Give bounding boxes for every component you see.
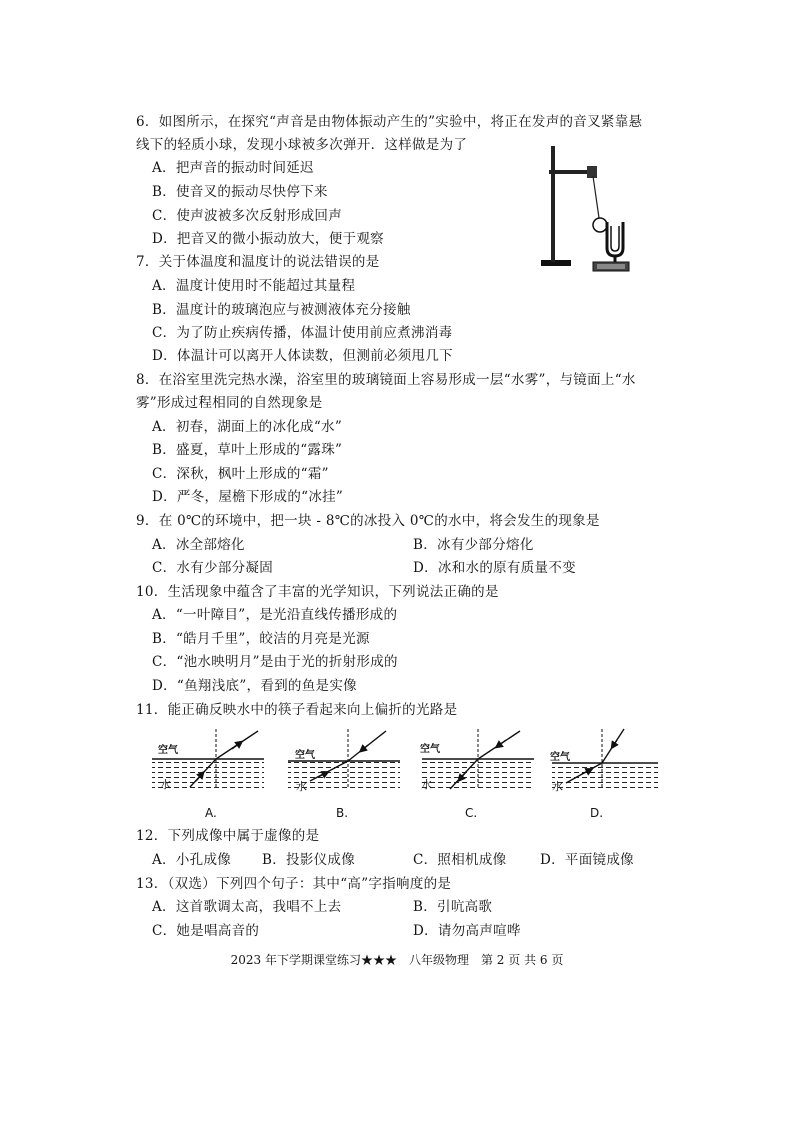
question-7-stem: 7．关于体温度和温度计的说法错误的是 — [136, 254, 380, 270]
question-6-stem-line-1: 6．如图所示，在探究“声音是由物体振动产生的”实验中，将正在发声的音叉紧靠悬 — [136, 114, 643, 130]
question-8-option-d: D．严冬，屋檐下形成的“冰挂” — [152, 489, 344, 505]
question-10-option-d: D．“鱼翔浅底”，看到的鱼是实像 — [152, 678, 357, 694]
question-8-option-c: C．深秋，枫叶上形成的“霜” — [152, 466, 329, 482]
question-13-option-b: B．引吭高歌 — [413, 899, 493, 915]
diagram-a-air-label: 空气 — [158, 745, 178, 756]
question-13-stem: 13．（双选）下列四个句子：其中“高”字指响度的是 — [136, 876, 452, 892]
question-9-option-a: A．冰全部熔化 — [152, 537, 245, 553]
refraction-diagram-c — [422, 729, 534, 789]
question-10-option-a: A．“一叶障目”，是光沿直线传播形成的 — [152, 607, 398, 623]
diagram-b-water-label: 水 — [296, 780, 307, 793]
question-12-option-a: A．小孔成像 — [152, 852, 232, 868]
question-10-option-c: C．“池水映明月”是由于光的折射形成的 — [152, 654, 398, 670]
diagram-c-air-label: 空气 — [420, 744, 440, 755]
question-7-option-a: A．温度计使用时不能超过其量程 — [152, 278, 356, 294]
figure-label-b: B. — [336, 806, 349, 820]
question-6-option-a: A．把声音的振动时间延迟 — [152, 160, 314, 176]
question-12-stem: 12．下列成像中属于虚像的是 — [136, 828, 320, 844]
page-footer: 2023 年下学期课堂练习★★★ 八年级物理 第 2 页 共 6 页 — [230, 953, 564, 967]
question-11-stem: 11．能正确反映水中的筷子看起来向上偏折的光路是 — [136, 702, 458, 718]
question-10-stem: 10．生活现象中蕴含了丰富的光学知识，下列说法正确的是 — [136, 584, 499, 600]
question-9-option-b: B．冰有少部分熔化 — [413, 537, 534, 553]
question-13-option-d: D．请勿高声喧哗 — [413, 923, 521, 939]
question-8-option-b: B．盛夏，草叶上形成的“露珠” — [152, 442, 343, 458]
question-9-stem: 9．在 0℃的环境中，把一块 - 8℃的冰投入 0℃的水中，将会发生的现象是 — [136, 513, 600, 529]
question-7-option-d: D．体温计可以离开人体读数，但测前必须甩几下 — [152, 348, 453, 364]
diagram-a-water-label: 水 — [160, 778, 171, 791]
question-10-option-b: B．“皓月千里”，皎洁的月亮是光源 — [152, 631, 370, 647]
question-6-option-c: C．使声波被多次反射形成回声 — [152, 208, 343, 224]
question-6-stem-line-2: 线下的轻质小球，发现小球被多次弹开．这样做是为了 — [136, 137, 468, 153]
diagram-c-water-label: 水 — [421, 778, 432, 791]
question-6-option-d: D．把音叉的微小振动放大，便于观察 — [152, 231, 384, 247]
question-8-stem-line-1: 8．在浴室里洗完热水澡，浴室里的玻璃镜面上容易形成一层“水雾”，与镜面上“水 — [136, 372, 636, 388]
diagram-d-air-label: 空气 — [550, 752, 570, 763]
figure-label-c: C. — [465, 806, 478, 820]
question-7-option-b: B．温度计的玻璃泡应与被测液体充分接触 — [152, 302, 411, 318]
question-12-option-c: C．照相机成像 — [413, 852, 507, 868]
figure-label-a: A. — [205, 806, 217, 820]
diagram-d-water-label: 水 — [552, 780, 563, 793]
question-8-stem-line-2: 雾”形成过程相同的自然现象是 — [136, 395, 323, 411]
question-6-option-b: B．使音叉的振动尽快停下来 — [152, 184, 328, 200]
question-9-option-c: C．水有少部分凝固 — [152, 560, 274, 576]
diagram-b-air-label: 空气 — [295, 750, 315, 761]
question-7-option-c: C．为了防止疾病传播，体温计使用前应煮沸消毒 — [152, 325, 453, 341]
question-13-option-c: C．她是唱高音的 — [152, 923, 260, 939]
question-12-option-d: D．平面镜成像 — [540, 852, 634, 868]
refraction-diagrams — [150, 725, 660, 800]
question-9-option-d: D．冰和水的原有质量不变 — [413, 560, 576, 576]
question-12-option-b: B．投影仪成像 — [262, 852, 356, 868]
question-8-option-a: A．初春，湖面上的冰化成“水” — [152, 419, 343, 435]
figure-label-d: D. — [590, 806, 604, 820]
question-13-option-a: A．这首歌调太高，我唱不上去 — [152, 899, 342, 915]
tuning-fork-apparatus-diagram — [535, 140, 635, 275]
